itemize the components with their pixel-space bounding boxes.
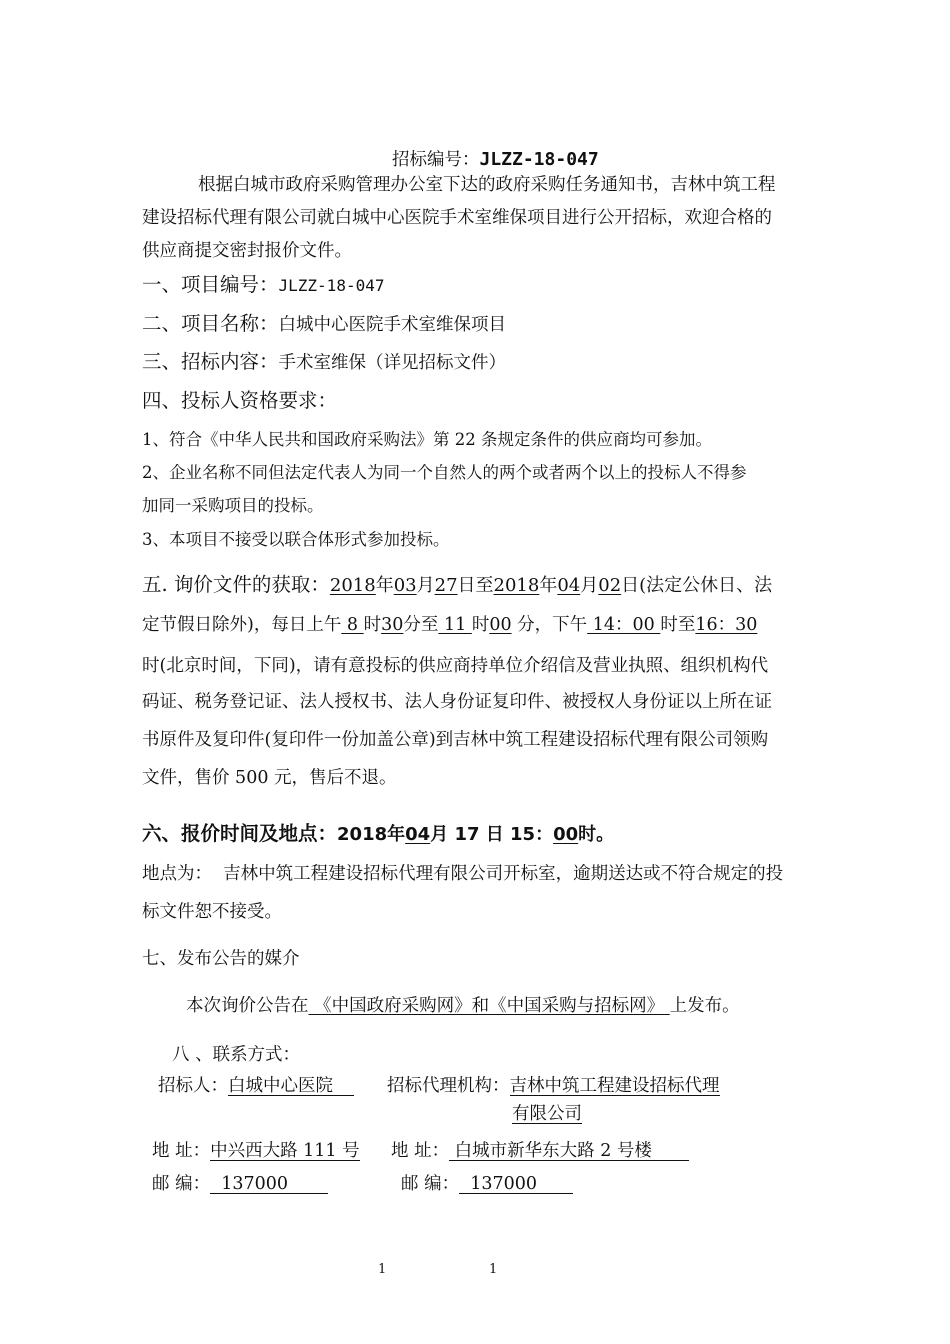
section-tender-content (142, 346, 506, 374)
address-line-2: 地 址： 白城市新华东大路 2 号楼 (391, 1137, 689, 1162)
section-project-number (142, 269, 384, 297)
am-end-hour: 11 (438, 615, 472, 635)
agency-zip: 137000 (459, 1175, 573, 1194)
section-project-name (142, 308, 506, 336)
am-start-minute: 30 (381, 615, 404, 635)
qualification-item-2a: 2、企业名称不同但法定代表人为同一个自然人的两个或者两个以上的投标人不得参 (142, 463, 747, 482)
quote-minute: 00 (553, 824, 579, 845)
tenderer-zip: 137000 (210, 1175, 328, 1194)
agency-address: 白城市新华东大路 2 号楼 (449, 1142, 689, 1161)
section-5-line-6: 文件，售价 500 元，售后不退。 (142, 768, 397, 788)
agency-name-line-1: 吉林中筑工程建设招标代理 (509, 1076, 720, 1096)
intro-line-2: 建设招标代理有限公司就白城中心医院手术室维保项目进行公开招标，欢迎合格的 (142, 208, 772, 228)
am-start-hour: 8 (346, 615, 359, 635)
pm-end-time: 16：30 (695, 615, 758, 635)
bid-number: JLZZ-18-047 (479, 149, 599, 170)
section-8-label: 八 、联系方式： (172, 1045, 301, 1065)
section-1-label: 一、项目编号： (142, 273, 279, 296)
place-line-2: 标文件恕不接受。 (142, 902, 282, 922)
section-5-line-1: 五. 询价文件的获取：2018年03月27日至2018年04月02日(法定公休日、法 (142, 573, 773, 596)
page-number-right: 1 (489, 1262, 498, 1277)
start-month: 03 (393, 575, 417, 596)
section-4-label: 四、投标人资格要求： (142, 389, 338, 412)
section-5-line-3: 时(北京时间，下同)，请有意投标的供应商持单位介绍信及营业执照、组织机构代 (142, 656, 769, 676)
end-year: 2018 (493, 575, 540, 596)
zip-line-2: 邮 编： 137000 (401, 1170, 573, 1195)
section-6-heading: 六、报价时间及地点：2018年04月 17 日 15：00时。 (142, 822, 615, 845)
tenderer-address: 中兴西大路 111 号 (210, 1141, 360, 1161)
start-year: 2018 (329, 575, 376, 596)
media-line: 本次询价公告在 《中国政府采购网》和《中国采购与招标网》 上发布。 (186, 996, 740, 1016)
place-line-1: 地点为： 吉林中筑工程建设招标代理有限公司开标室，逾期送达或不符合规定的投 (142, 864, 784, 884)
am-end-minute: 00 (489, 615, 512, 635)
end-month: 04 (557, 575, 581, 596)
project-name-value: 白城中心医院手术室维保项目 (278, 315, 507, 335)
agency-name-line-2: 有限公司 (512, 1104, 582, 1124)
zip-line-1: 邮 编： 137000 (152, 1170, 328, 1195)
section-5-line-4: 码证、税务登记证、法人授权书、法人身份证复印件、被授权人身份证以上所在证 (142, 692, 772, 712)
quote-day-hour: 月 17 日 15： (430, 824, 554, 845)
qualification-item-3: 3、本项目不接受以联合体形式参加投标。 (142, 530, 450, 549)
section-7-label: 七、发布公告的媒介 (142, 949, 300, 969)
tenderer-name: 白城中心医院 (228, 1077, 354, 1096)
section-5-line-2: 定节假日除外)，每日上午 8 时30分至 11 时00 分，下午 14：00 时至16：30 (142, 615, 758, 635)
qualification-item-2b: 加同一采购项目的投标。 (142, 496, 324, 515)
tenderer-line: 招标人：白城中心医院 (158, 1072, 354, 1097)
quote-year: 2018 (337, 824, 388, 845)
address-line-1: 地 址：中兴西大路 111 号 (152, 1141, 360, 1161)
bid-number-label: 招标编号： (392, 150, 480, 170)
section-5-line-5: 书原件及复印件(复印件一份加盖公章)到吉林中筑工程建设招标代理有限公司领购 (142, 730, 769, 750)
intro-line-1: 根据白城市政府采购管理办公室下达的政府采购任务通知书，吉林中筑工程 (198, 175, 776, 195)
section-6-label: 六、报价时间及地点： (142, 822, 338, 845)
qualification-item-1: 1、符合《中华人民共和国政府采购法》第 22 条规定条件的供应商均可参加。 (142, 430, 712, 449)
end-day: 02 (598, 575, 622, 596)
media-names: 《中国政府采购网》和《中国采购与招标网》 (314, 996, 665, 1016)
intro-line-3: 供应商提交密封报价文件。 (142, 241, 352, 261)
start-day: 27 (434, 575, 458, 596)
agency-line: 招标代理机构：吉林中筑工程建设招标代理 (387, 1076, 720, 1096)
section-5-label: 五. 询价文件的获取： (142, 573, 330, 596)
tender-content-value: 手术室维保（详见招标文件） (278, 353, 507, 373)
place-label: 地点为： (142, 864, 212, 884)
project-number-value: JLZZ-18-047 (278, 276, 385, 295)
section-3-label: 三、招标内容： (142, 350, 279, 373)
bid-number-line (392, 146, 599, 171)
page-number-left: 1 (378, 1262, 387, 1277)
pm-start-time: 14：00 (587, 615, 661, 635)
section-2-label: 二、项目名称： (142, 312, 279, 335)
quote-month: 04 (405, 824, 431, 845)
